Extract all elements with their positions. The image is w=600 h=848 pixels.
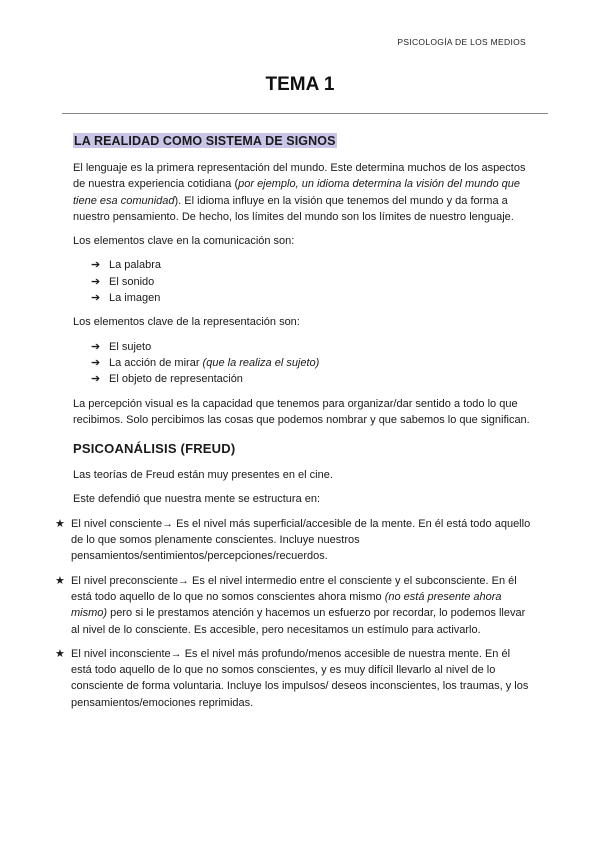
list-representacion	[73, 339, 535, 388]
paragraph-lenguaje: El lenguaje es la primera representación del mundo. Este determina muchos de los aspectos de nuestra experiencia cotidiana (por ejemplo, un idioma determina la visión del mundo que tiene esa comunidad). El idioma influye en la visión que tenemos del mundo y da forma a nuestro pensamiento. De hecho, los límites del mundo son los límites de nuestro lenguaje.	[73, 162, 526, 223]
list-item: ★ El nivel consciente→ Es el nivel más superficial/accesible de la mente. En él está todo aquello de lo que somos plenamente conscientes. Incluye nuestros pensamientos/sentimientos/percepciones/recuerdos.	[55, 517, 531, 563]
list-item: ➔ El objeto de representación	[91, 371, 535, 387]
list-item: ➔ La palabra	[91, 257, 535, 273]
title-divider	[62, 113, 548, 114]
star-bullet-icon: ★	[55, 647, 65, 660]
arrow-bullet-icon: ➔	[91, 275, 101, 288]
arrow-bullet-icon: ➔	[91, 292, 101, 305]
paragraph-elementos-representacion: Los elementos clave de la representación son:	[73, 316, 300, 329]
list-niveles	[55, 516, 535, 711]
list-item: ➔ El sujeto	[91, 339, 535, 355]
page-title: TEMA 1	[265, 74, 335, 95]
main-content	[55, 132, 535, 711]
arrow-bullet-icon: ➔	[91, 356, 101, 369]
star-bullet-icon: ★	[55, 517, 65, 530]
list-item: ★ El nivel inconsciente→ Es el nivel más profundo/menos accesible de nuestra mente. En él está todo aquello de lo que no somos conscientes, y es muy difícil llevarlo al nivel de lo consciente de forma voluntaria. Incluye los impulsos/ deseos inconscientes, los traumas, y los pensamientos/emociones reprimidas.	[55, 647, 529, 709]
arrow-bullet-icon: ➔	[91, 373, 101, 386]
section-heading-psicoanalisis: PSICOANÁLISIS (FREUD)	[73, 441, 236, 457]
list-item: ➔ La acción de mirar (que la realiza el sujeto)	[91, 355, 535, 371]
list-comunicacion	[73, 257, 535, 306]
paragraph-freud: Las teorías de Freud están muy presentes en el cine.	[73, 469, 333, 482]
arrow-bullet-icon: ➔	[91, 259, 101, 272]
running-header: PSICOLOGÍA DE LOS MEDIOS	[397, 37, 526, 47]
list-item: ➔ El sonido	[91, 274, 535, 290]
list-item: ➔ La imagen	[91, 290, 535, 306]
star-bullet-icon: ★	[55, 574, 65, 587]
section-heading-signos: LA REALIDAD COMO SISTEMA DE SIGNOS	[74, 134, 336, 148]
arrow-bullet-icon: ➔	[91, 340, 101, 353]
paragraph-estructura: Este defendió que nuestra mente se estructura en:	[73, 493, 321, 506]
paragraph-elementos-comunicacion: Los elementos clave en la comunicación son:	[73, 235, 295, 248]
list-item: ★ El nivel preconsciente→ Es el nivel intermedio entre el consciente y el subconsciente. En él está todo aquello de lo que no somos conscientes ahora mismo (no está presente ahora mismo) pero si le prestamos atención y hacemos un esfuerzo por recordar, lo podemos llevar al nivel de lo consciente. Es accesible, pero necesitamos un estímulo para activarlo.	[55, 574, 526, 636]
paragraph-percepcion: La percepción visual es la capacidad que tenemos para organizar/dar sentido a todo lo que recibimos. Solo percibimos las cosas que podemos nombrar y que sabemos lo que significan.	[73, 397, 530, 426]
